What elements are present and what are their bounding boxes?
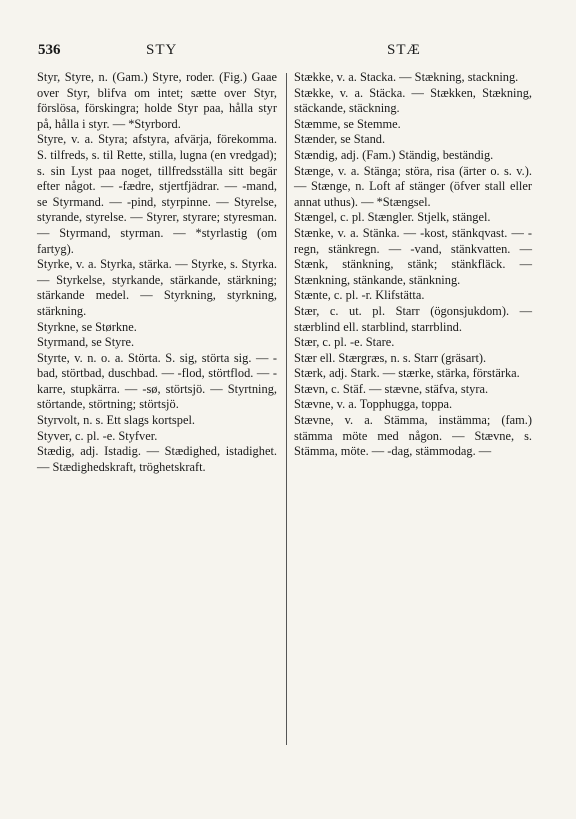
entry-staedig: Stædig, adj. Istadig. — Stædighed, istadighet. — Stædighedskraft, tröghetskraft. xyxy=(37,444,277,474)
page-header xyxy=(38,42,538,62)
entry-staendig: Stændig, adj. (Fam.) Ständig, beständig. xyxy=(294,147,494,162)
right-guide-word: STÆ xyxy=(387,42,421,58)
entry-styrte: Styrte, v. n. o. a. Störta. S. sig, störta sig. — -bad, störtbad, duschbad. — -flod, störtflod. — -karre, stupkärra. — -sø, störtsjö. — Styrtning, störtande, störtning; störtsjö. xyxy=(37,350,277,412)
entry-staenke: Stænke, v. a. Stänka. — -kost, stänkqvast. — -regn, stänkregn. — -vand, stänkvatten. — Stænk, stänkning, stänk; stänkfläck. — Stænkning, stänkande, stänkning. xyxy=(294,225,532,287)
left-column xyxy=(37,70,277,475)
entry-staerk: Stærk, adj. Stark. — stærke, stärka, förstärka. xyxy=(294,366,520,381)
entry-staekke-2: Stække, v. a. Stäcka. — Stækken, Stækning, stäckande, stäckning. xyxy=(294,85,532,116)
entry-staevne-1: Stævne, v. a. Topphugga, toppa. xyxy=(294,397,453,412)
left-guide-word: STY xyxy=(146,42,178,58)
entry-staer-3: Stær ell. Stærgræs, n. s. Starr (gräsart). xyxy=(294,350,487,365)
entry-staender: Stænder, se Stand. xyxy=(294,132,386,147)
entry-styrkne: Styrkne, se Størkne. xyxy=(37,319,137,334)
entry-staer-2: Stær, c. pl. -e. Stare. xyxy=(294,335,395,350)
entry-staemme: Stæmme, se Stemme. xyxy=(294,116,401,131)
entry-styre: Styre, v. a. Styra; afstyra, afvärja, förekomma. S. tilfreds, s. til Rette, stilla, lugna (en vredgad); s. sin Lyst paa noget, tillfredsställa sitt begär efter något. — -fædre, stjertfjädrar. — -mand, se Styrmand. — -pind, styrpinne. — Styrelse, styrande, styrelse. — Styrer, styrare; styresman. — Styrmand, styrman. — *styrlastig (om fartyg). xyxy=(37,132,277,256)
entry-styver: Styver, c. pl. -e. Styfver. xyxy=(37,428,158,443)
entry-styrke: Styrke, v. a. Styrka, stärka. — Styrke, s. Styrka. — Styrkelse, styrkande, stärkande, stärkning; stärkande medel. — Styrkning, styrkning, stärkning. xyxy=(37,257,277,318)
right-column xyxy=(294,70,532,460)
entry-staenge: Stænge, v. a. Stänga; störa, risa (ärter o. s. v.). — Stænge, n. Loft af stänger (öfver stall eller annat uthus). — *Stængsel. xyxy=(294,163,532,209)
entry-styrvolt: Styrvolt, n. s. Ett slags kortspel. xyxy=(37,413,195,428)
entry-styr: Styr, Styre, n. (Gam.) Styre, roder. (Fig.) Gaae over Styr, blifva om intet; sætte over Styr, förslösa, förskingra; holde Styr paa, hålla styr på, hålla i styr. — *Styrbord. xyxy=(37,70,277,131)
page-number: 536 xyxy=(38,42,61,58)
entry-staente: Stænte, c. pl. -r. Klifstätta. xyxy=(294,288,425,303)
entry-staengel: Stængel, c. pl. Stængler. Stjelk, stängel. xyxy=(294,210,491,225)
entry-staekke-1: Stække, v. a. Stacka. — Stækning, stackning. xyxy=(294,70,519,84)
column-divider xyxy=(286,73,287,745)
entry-staer-1: Stær, c. ut. pl. Starr (ögonsjukdom). — stærblind ell. starblind, starrblind. xyxy=(294,303,532,334)
entry-staevne-2: Stævne, v. a. Stämma, instämma; (fam.) stämma möte med någon. — Stævne, s. Stämma, möte. — -dag, stämmodag. — xyxy=(294,413,532,459)
entry-styrmand: Styrmand, se Styre. xyxy=(37,335,135,350)
entry-staevn: Stævn, c. Stäf. — stævne, stäfva, styra. xyxy=(294,381,489,396)
